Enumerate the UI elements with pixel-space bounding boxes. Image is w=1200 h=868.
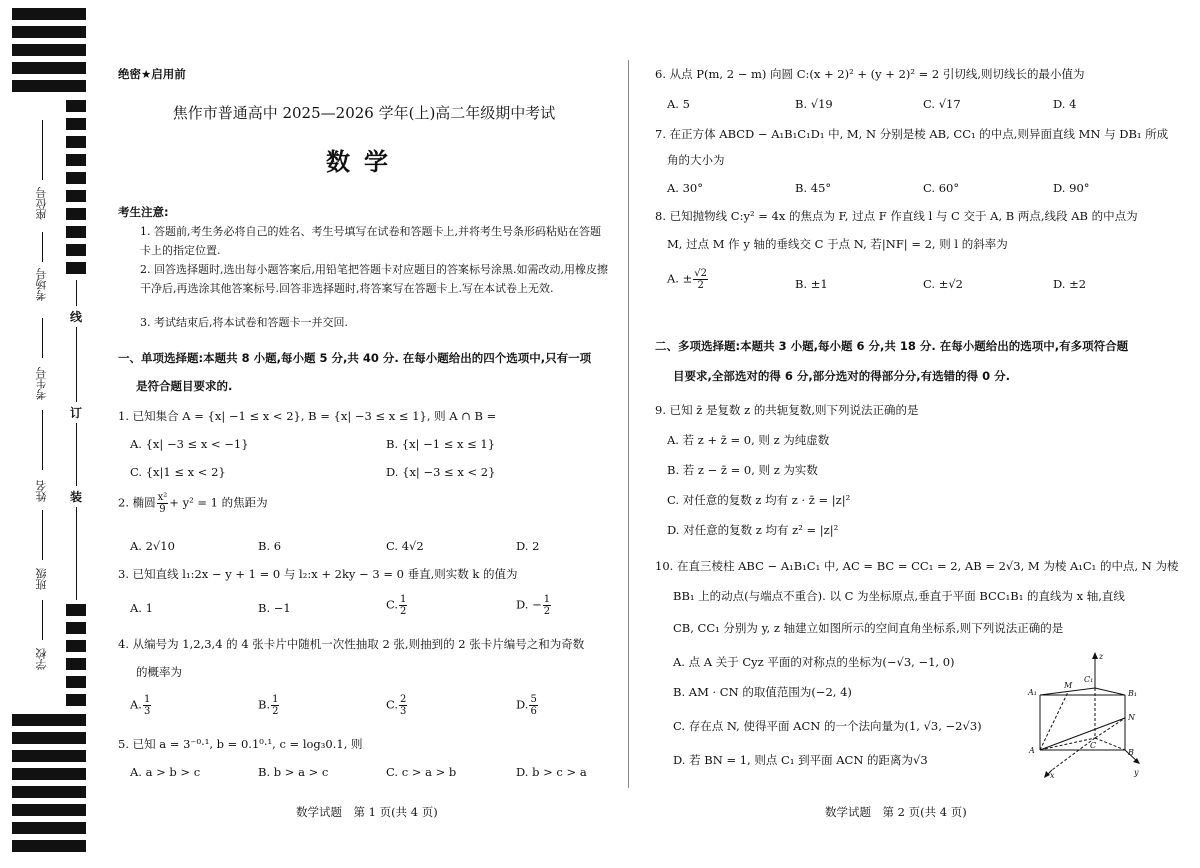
question-4-cont: 的概率为 xyxy=(136,665,182,679)
option-d: D. 90° xyxy=(1053,181,1090,195)
option-a: A. 若 z + z̄ = 0, 则 z 为纯虚数 xyxy=(667,433,830,447)
question-10-cont: CB, CC₁ 分别为 y, z 轴建立如图所示的空间直角坐标系,则下列说法正确的是 xyxy=(673,621,1064,635)
fraction-denominator: 2 xyxy=(697,280,704,291)
barcode-stripe xyxy=(66,640,86,652)
question-8: 8. 已知抛物线 C:y² = 4x 的焦点为 F, 过点 F 作直线 l 与 C 交于 A, B 两点,线段 AB 的中点为 xyxy=(655,209,1138,223)
option-d: D. 4 xyxy=(1053,97,1077,111)
fraction-numerator: 1 xyxy=(543,594,551,605)
option-d: D. 若 BN = 1, 则点 C₁ 到平面 ACN 的距离为√3 xyxy=(673,753,928,767)
option-b xyxy=(258,694,280,717)
binding-line xyxy=(76,280,77,600)
fraction-denominator: 9 xyxy=(159,504,166,515)
option-c: C. 对任意的复数 z 均有 z · z̄ = |z|² xyxy=(667,493,851,507)
option-c: C. {x|1 ≤ x < 2} xyxy=(130,465,226,479)
option-d xyxy=(516,694,539,717)
barcode-stripe xyxy=(66,100,86,112)
option-a: A. 30° xyxy=(667,181,703,195)
option-prefix: B. xyxy=(258,697,271,712)
option-b: B. 6 xyxy=(258,539,282,553)
barcode-stripe xyxy=(12,750,86,762)
fraction xyxy=(399,594,407,617)
subject-title: 数学 xyxy=(326,148,402,176)
page-divider xyxy=(628,60,629,788)
question-9: 9. 已知 z̄ 是复数 z 的共轭复数,则下列说法正确的是 xyxy=(655,403,919,417)
edge-cb xyxy=(1095,738,1125,750)
fraction-denominator: 3 xyxy=(143,706,151,717)
barcode-stripe xyxy=(66,118,86,130)
figure-label: N xyxy=(1128,713,1135,722)
option-b: B. 45° xyxy=(795,181,832,195)
fraction-numerator: 2 xyxy=(400,694,407,705)
barcode-stripe xyxy=(66,694,86,706)
option-a: A. 2√10 xyxy=(130,539,175,553)
barcode-stripe xyxy=(12,768,86,780)
option-a: A. 5 xyxy=(667,97,690,111)
barcode-stripe xyxy=(66,136,86,148)
figure-label: y xyxy=(1134,768,1139,777)
exam-title: 焦作市普通高中 2025—2026 学年(上)高二年级期中考试 xyxy=(172,104,556,122)
question-6: 6. 从点 P(m, 2 − m) 向圆 C:(x + 2)² + (y + 2)² = 2 引切线,则切线长的最小值为 xyxy=(655,67,1085,81)
option-d xyxy=(516,594,552,617)
option-a: A. a > b > c xyxy=(130,765,201,779)
fill-line xyxy=(42,120,43,180)
question-3: 3. 已知直线 l₁:2x − y + 1 = 0 与 l₂:x + 2ky − 3 = 0 垂直,则实数 k 的值为 xyxy=(118,567,518,581)
question-7-cont: 角的大小为 xyxy=(667,153,725,167)
school-label: 学校 xyxy=(35,648,48,670)
barcode-stripe xyxy=(66,262,86,274)
edge-c1b1 xyxy=(1095,688,1125,695)
fill-line xyxy=(42,600,43,640)
question-8-cont: M, 过点 M 作 y 轴的垂线交 C 于点 N, 若|NF| = 2, 则 l 的斜率为 xyxy=(667,237,1008,251)
question-5: 5. 已知 a = 3⁻⁰·¹, b = 0.1⁰·¹, c = log₃0.1, 则 xyxy=(118,737,363,751)
option-b: B. −1 xyxy=(258,601,291,615)
barcode-stripe xyxy=(66,658,86,670)
question-text: + y² = 1 的焦距为 xyxy=(169,495,268,510)
option-a: A. 点 A 关于 Cyz 平面的对称点的坐标为(−√3, −1, 0) xyxy=(673,655,955,669)
option-c xyxy=(386,594,408,617)
figure-label: z xyxy=(1099,652,1104,661)
fraction-denominator: 6 xyxy=(530,706,537,717)
question-10: 10. 在直三棱柱 ABC − A₁B₁C₁ 中, AC = BC = CC₁ = 2, AB = 2√3, M 为棱 A₁C₁ 的中点, N 为棱 xyxy=(655,559,1179,573)
option-prefix: D. − xyxy=(516,597,542,612)
fraction-numerator: √2 xyxy=(694,268,707,279)
option-c: C. √17 xyxy=(923,97,961,111)
fill-line xyxy=(42,318,43,358)
option-c: C. ±√2 xyxy=(923,277,963,291)
option-a: A. 1 xyxy=(130,601,153,615)
fraction-numerator: 1 xyxy=(272,694,279,705)
barcode-stripe xyxy=(66,244,86,256)
barcode-stripe xyxy=(66,604,86,616)
fraction-denominator: 3 xyxy=(400,706,407,717)
question-10-cont: BB₁ 上的动点(与端点不重合). 以 C 为坐标原点,垂直于平面 BCC₁B₁ 的直线为 x 轴,直线 xyxy=(673,589,1125,603)
notice-heading: 考生注意: xyxy=(118,205,169,219)
page-footer: 数学试题 第 1 页(共 4 页) xyxy=(296,805,438,819)
option-a: A. {x| −3 ≤ x < −1} xyxy=(130,437,249,451)
page-footer: 数学试题 第 2 页(共 4 页) xyxy=(825,805,967,819)
option-d: D. 对任意的复数 z 均有 z² = |z|² xyxy=(667,523,839,537)
figure-label: C xyxy=(1090,741,1097,750)
option-b: B. 若 z − z̄ = 0, 则 z 为实数 xyxy=(667,463,818,477)
notice-item: 2. 回答选择题时,选出每小题答案后,用铅笔把答题卡对应题目的答案标号涂黑.如需改动,用橡皮擦干净后,再选涂其他答案标号.回答非选择题时,将答案写在答题卡上.写在本试卷上无效. xyxy=(140,263,608,295)
class-label: 班级 xyxy=(35,568,48,590)
option-prefix: C. xyxy=(386,597,399,612)
fraction-denominator: 2 xyxy=(543,606,551,617)
barcode-stripe xyxy=(12,822,86,834)
barcode-stripe xyxy=(12,8,86,20)
question-1: 1. 已知集合 A = {x| −1 ≤ x < 2}, B = {x| −3 ≤ x ≤ 1}, 则 A ∩ B = xyxy=(118,409,497,423)
barcode-stripe xyxy=(12,840,86,852)
fraction xyxy=(543,594,551,617)
option-b: B. AM · CN 的取值范围为(−2, 4) xyxy=(673,685,852,699)
option-c xyxy=(386,694,408,717)
figure-label: C₁ xyxy=(1084,675,1094,684)
fraction xyxy=(693,268,708,291)
name-label: 姓名 xyxy=(35,480,48,502)
barcode-stripe xyxy=(66,622,86,634)
barcode-stripe xyxy=(66,208,86,220)
section-heading: 是符合题目要求的. xyxy=(136,379,233,393)
barcode-stripe xyxy=(12,80,86,92)
barcode-stripe xyxy=(66,190,86,202)
option-b: B. b > a > c xyxy=(258,765,329,779)
fraction-numerator: 1 xyxy=(400,594,407,605)
notice-item: 3. 考试结束后,将本试卷和答题卡一并交回. xyxy=(140,316,348,329)
binding-char-bind: 装 xyxy=(70,486,82,507)
binding-char-line: 线 xyxy=(70,306,82,327)
option-c: C. 存在点 N, 使得平面 ACN 的一个法向量为(1, √3, −2√3) xyxy=(673,719,982,733)
section-heading: 二、多项选择题:本题共 3 小题,每小题 6 分,共 18 分. 在每小题给出的选项中,有多项符合题 xyxy=(655,339,1129,353)
option-b: B. {x| −1 ≤ x ≤ 1} xyxy=(386,437,496,451)
fraction-numerator: 5 xyxy=(530,694,537,705)
barcode-stripe xyxy=(66,676,86,688)
fraction xyxy=(271,694,279,717)
barcode-stripe xyxy=(12,26,86,38)
fraction xyxy=(529,694,537,717)
question-4: 4. 从编号为 1,2,3,4 的 4 张卡片中随机一次性抽取 2 张,则抽到的 2 张卡片编号之和为奇数 xyxy=(118,637,585,651)
section-heading: 一、单项选择题:本题共 8 小题,每小题 5 分,共 40 分. 在每小题给出的四个选项中,只有一项 xyxy=(118,351,592,365)
option-prefix: C. xyxy=(386,697,399,712)
seat-number-label: 座位号 xyxy=(35,187,48,220)
option-b: B. ±1 xyxy=(795,277,828,291)
fraction-denominator: 2 xyxy=(272,706,279,717)
confidential-mark: 绝密★启用前 xyxy=(118,67,186,81)
figure-label: M xyxy=(1064,681,1073,690)
option-prefix: D. xyxy=(516,697,529,712)
barcode-stripe xyxy=(12,732,86,744)
question-2 xyxy=(118,492,268,515)
question-text: 2. 椭圆 xyxy=(118,495,156,510)
prism-figure xyxy=(1020,650,1150,780)
fill-line xyxy=(42,410,43,470)
notice-item: 1. 答题前,考生务必将自己的姓名、考生号填写在试卷和答题卡上,并将考生号条形码粘贴在答题卡上的指定位置. xyxy=(140,225,601,257)
exam-room-label: 考场号 xyxy=(35,268,48,301)
barcode-stripe xyxy=(66,154,86,166)
barcode-stripe xyxy=(12,786,86,798)
z-arrow xyxy=(1092,652,1098,659)
barcode-stripe xyxy=(12,804,86,816)
figure-label: B xyxy=(1128,748,1134,757)
option-d: D. 2 xyxy=(516,539,540,553)
figure-label: A xyxy=(1029,746,1035,755)
question-7: 7. 在正方体 ABCD − A₁B₁C₁D₁ 中, M, N 分别是棱 AB, CC₁ 的中点,则异面直线 MN 与 DB₁ 所成 xyxy=(655,127,1169,141)
fraction-numerator: 1 xyxy=(143,694,151,705)
figure-label: B₁ xyxy=(1128,689,1138,698)
fraction-numerator: x² xyxy=(157,492,168,503)
option-prefix: A. ± xyxy=(667,271,693,286)
section-heading: 目要求,全部选对的得 6 分,部分选对的得部分分,有选错的得 0 分. xyxy=(673,369,1010,383)
option-d: D. b > c > a xyxy=(516,765,587,779)
figure-label: x xyxy=(1050,771,1055,780)
option-d: D. ±2 xyxy=(1053,277,1087,291)
option-a xyxy=(667,268,709,291)
barcode-stripe xyxy=(12,714,86,726)
student-number-label: 考生号 xyxy=(35,367,48,400)
barcode-stripe xyxy=(12,62,86,74)
fraction-denominator: 2 xyxy=(400,606,407,617)
fill-line xyxy=(42,510,43,560)
option-c: C. 4√2 xyxy=(386,539,424,553)
option-prefix: A. xyxy=(130,697,142,712)
barcode-stripe xyxy=(12,44,86,56)
figure-label: A₁ xyxy=(1028,688,1037,697)
option-b: B. √19 xyxy=(795,97,833,111)
barcode-stripe xyxy=(66,226,86,238)
fraction xyxy=(143,694,151,717)
option-c: C. c > a > b xyxy=(386,765,457,779)
fraction xyxy=(157,492,169,515)
option-a xyxy=(130,694,152,717)
fill-line xyxy=(42,232,43,262)
option-c: C. 60° xyxy=(923,181,960,195)
fraction xyxy=(399,694,407,717)
option-d: D. {x| −3 ≤ x < 2} xyxy=(386,465,496,479)
binding-gutter xyxy=(0,0,110,868)
binding-char-staple: 订 xyxy=(70,402,82,423)
barcode-stripe xyxy=(66,172,86,184)
